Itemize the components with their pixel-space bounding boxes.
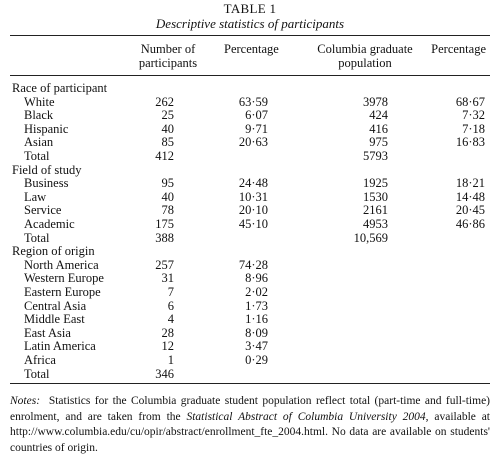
row-label: Latin America bbox=[24, 339, 96, 354]
participants-percentage: 20·63 bbox=[238, 135, 268, 150]
total-population: 5793 bbox=[363, 149, 388, 163]
top-rule bbox=[10, 35, 490, 36]
table-row bbox=[0, 271, 500, 285]
section-heading-row bbox=[0, 81, 500, 95]
row-label: Business bbox=[24, 176, 69, 191]
notes-source: Statistical Abstract of Columbia University 2004 bbox=[186, 410, 426, 423]
participants-percentage: 9·71 bbox=[245, 121, 268, 136]
table-row bbox=[0, 190, 500, 204]
notes-text-2: , available at http://www.columbia.edu/cu/opir/abstract/enrollment_fte_2004.html. No data are available on students' countries of origin. bbox=[10, 410, 491, 454]
population-count: 1530 bbox=[363, 189, 388, 204]
total-row bbox=[0, 367, 500, 381]
table-row bbox=[0, 95, 500, 109]
total-label: Total bbox=[24, 149, 50, 163]
table-row bbox=[0, 339, 500, 353]
population-percentage: 18·21 bbox=[455, 176, 485, 191]
table-row bbox=[0, 312, 500, 326]
participants-count: 78 bbox=[161, 203, 174, 218]
row-label: Africa bbox=[24, 353, 56, 367]
row-label: Western Europe bbox=[24, 271, 104, 286]
table-row bbox=[0, 108, 500, 122]
total-participants: 346 bbox=[155, 366, 174, 381]
row-label: Hispanic bbox=[24, 121, 69, 136]
participants-count: 95 bbox=[161, 176, 174, 191]
table-row bbox=[0, 122, 500, 136]
population-count: 1925 bbox=[363, 176, 388, 191]
population-count: 3978 bbox=[363, 94, 388, 109]
row-label: East Asia bbox=[24, 325, 71, 340]
participants-count: 1 bbox=[167, 353, 174, 367]
table-subtitle: Descriptive statistics of participants bbox=[155, 16, 345, 31]
population-percentage: 7·32 bbox=[462, 108, 485, 123]
population-count: 2161 bbox=[363, 203, 388, 218]
table-row bbox=[0, 176, 500, 190]
participants-count: 25 bbox=[161, 108, 174, 123]
participants-percentage: 10·31 bbox=[238, 189, 268, 204]
table-row bbox=[0, 258, 500, 272]
participants-percentage: 0·29 bbox=[245, 353, 268, 367]
participants-percentage: 8·96 bbox=[245, 271, 268, 286]
participants-percentage: 1·16 bbox=[245, 312, 268, 327]
section-heading: Race of participant bbox=[12, 81, 108, 95]
row-label: Black bbox=[24, 108, 54, 123]
participants-percentage: 2·02 bbox=[245, 285, 268, 299]
table-title: TABLE 1 bbox=[223, 1, 277, 16]
row-label: Law bbox=[24, 189, 47, 204]
participants-percentage: 24·48 bbox=[238, 176, 268, 191]
population-percentage: 20·45 bbox=[455, 203, 485, 218]
population-percentage: 7·18 bbox=[462, 121, 485, 136]
population-count: 4953 bbox=[363, 217, 388, 231]
table-row bbox=[0, 353, 500, 367]
table-row bbox=[0, 326, 500, 340]
row-label: Eastern Europe bbox=[24, 285, 101, 299]
header-rule bbox=[10, 75, 490, 76]
row-label: Middle East bbox=[24, 312, 85, 327]
table-row bbox=[0, 203, 500, 217]
header-population-line1: Columbia graduate bbox=[317, 42, 413, 56]
participants-count: 28 bbox=[161, 325, 174, 340]
header-population bbox=[300, 42, 430, 70]
header-participants-line2: participants bbox=[138, 56, 198, 70]
total-row bbox=[0, 149, 500, 163]
section-heading: Region of origin bbox=[12, 244, 95, 259]
participants-count: 40 bbox=[161, 189, 174, 204]
participants-count: 12 bbox=[161, 339, 174, 354]
population-percentage: 16·83 bbox=[455, 135, 485, 150]
participants-percentage: 6·07 bbox=[245, 108, 268, 123]
participants-count: 40 bbox=[161, 121, 174, 136]
population-count: 416 bbox=[369, 121, 388, 136]
participants-count: 85 bbox=[161, 135, 174, 150]
participants-count: 31 bbox=[161, 271, 174, 286]
total-label: Total bbox=[24, 366, 50, 381]
participants-count: 175 bbox=[155, 217, 174, 231]
participants-count: 262 bbox=[155, 94, 174, 109]
table-row bbox=[0, 135, 500, 149]
header-participants bbox=[128, 42, 208, 70]
population-percentage: 68·67 bbox=[455, 94, 485, 109]
total-label: Total bbox=[24, 230, 50, 245]
row-label: North America bbox=[24, 257, 99, 272]
row-label: White bbox=[24, 94, 55, 109]
participants-percentage: 74·28 bbox=[238, 257, 268, 272]
participants-percentage: 8·09 bbox=[245, 325, 268, 340]
participants-count: 7 bbox=[167, 285, 174, 299]
population-percentage: 14·48 bbox=[455, 189, 485, 204]
participants-count: 257 bbox=[155, 257, 174, 272]
row-label: Central Asia bbox=[24, 298, 87, 313]
header-population-line2: population bbox=[338, 56, 392, 70]
row-label: Service bbox=[24, 203, 62, 218]
total-row bbox=[0, 231, 500, 245]
total-participants: 412 bbox=[155, 149, 174, 163]
header-participants-line1: Number of bbox=[140, 42, 196, 56]
total-participants: 388 bbox=[155, 230, 174, 245]
total-population: 10,569 bbox=[353, 230, 388, 245]
section-heading: Field of study bbox=[12, 162, 82, 177]
population-count: 424 bbox=[369, 108, 388, 123]
table-row bbox=[0, 299, 500, 313]
bottom-rule bbox=[10, 383, 490, 384]
participants-percentage: 45·10 bbox=[238, 217, 268, 231]
participants-count: 4 bbox=[167, 312, 174, 327]
row-label: Academic bbox=[24, 217, 75, 231]
header-percentage-2: Percentage bbox=[431, 42, 486, 56]
population-percentage: 46·86 bbox=[455, 217, 485, 231]
header-percentage-1: Percentage bbox=[224, 42, 279, 56]
notes-lead: Notes: bbox=[10, 395, 41, 407]
row-label: Asian bbox=[24, 135, 54, 150]
participants-percentage: 63·59 bbox=[238, 94, 268, 109]
participants-percentage: 20·10 bbox=[238, 203, 268, 218]
section-heading-row bbox=[0, 244, 500, 258]
table-notes bbox=[10, 394, 490, 456]
table-row bbox=[0, 217, 500, 231]
population-count: 975 bbox=[369, 135, 388, 150]
table-row bbox=[0, 285, 500, 299]
participants-count: 6 bbox=[167, 298, 174, 313]
participants-percentage: 3·47 bbox=[245, 339, 268, 354]
notes-text-1: Statistics for the Columbia graduate student population reflect total (part-time and full-time) enrolment, and are taken from the bbox=[10, 395, 491, 423]
participants-percentage: 1·73 bbox=[245, 298, 268, 313]
section-heading-row bbox=[0, 163, 500, 177]
